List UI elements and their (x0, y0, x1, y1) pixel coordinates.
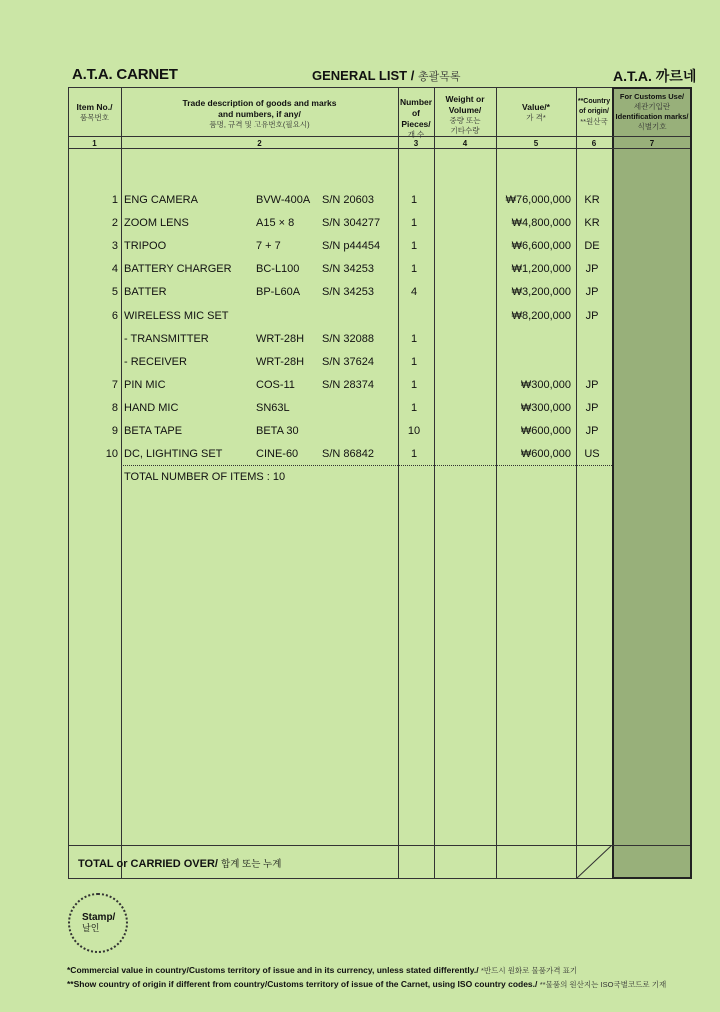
item-desc: ENG CAMERA (124, 194, 198, 206)
item-pieces: 1 (410, 263, 418, 275)
item-no: 2 (111, 217, 118, 229)
total-carried-over-label: TOTAL or CARRIED OVER/ 합계 또는 누계 (78, 858, 282, 870)
item-country: JP (585, 310, 599, 322)
header-weight: Weight or Volume/ 중량 또는 기타수량 (445, 94, 485, 135)
item-no: 1 (111, 194, 118, 206)
item-sn: S/N 20603 (322, 194, 374, 206)
item-country: JP (585, 379, 599, 391)
table-row (68, 240, 618, 260)
item-desc: DC, LIGHTING SET (124, 448, 223, 460)
table-row (68, 425, 618, 445)
item-sn: S/N 34253 (322, 263, 374, 275)
item-value: ₩300,000 (520, 402, 571, 414)
item-pieces: 4 (410, 286, 418, 298)
col-num-2: 2 (257, 139, 262, 148)
item-value: ₩8,200,000 (511, 310, 571, 322)
item-model: 7 + 7 (256, 240, 281, 252)
item-no: 8 (111, 402, 118, 414)
item-desc: ZOOM LENS (124, 217, 189, 229)
table-row (68, 263, 618, 283)
col-num-5: 5 (533, 139, 539, 148)
item-model: BP-L60A (256, 286, 301, 298)
item-model: WRT-28H (256, 333, 305, 345)
item-pieces: 1 (410, 448, 418, 460)
item-no: 9 (111, 425, 118, 437)
item-value: ₩4,800,000 (511, 217, 571, 229)
item-country: DE (584, 240, 600, 252)
item-sn: S/N 304277 (322, 217, 381, 229)
item-value: ₩600,000 (520, 425, 571, 437)
header-description: Trade description of goods and marks and numbers, if any/ 품명, 규격 및 고유번호(필요시) (182, 98, 337, 129)
general-list-title (312, 68, 460, 84)
col-num-7: 7 (649, 139, 655, 148)
col-num-1: 1 (92, 139, 97, 148)
item-pieces: 1 (410, 356, 418, 368)
item-desc: BETA TAPE (124, 425, 183, 437)
carnet-title-kr: A.T.A. 까르네 (613, 68, 697, 84)
item-country: JP (585, 402, 599, 414)
item-no: 7 (111, 379, 118, 391)
table-row (68, 356, 618, 376)
item-country: JP (585, 425, 599, 437)
row-divider (68, 148, 690, 149)
item-pieces: 1 (410, 402, 418, 414)
item-model: CINE-60 (256, 448, 299, 460)
item-model: WRT-28H (256, 356, 305, 368)
item-value: ₩1,200,000 (511, 263, 571, 275)
footnote-origin: **Show country of origin if different from country/Customs territory of issue of the Carnet, using ISO country codes./ **물품의 원산지는 ISO국별코드로 기재 (67, 979, 667, 989)
item-pieces: 1 (410, 194, 418, 206)
table-row (68, 286, 618, 306)
header-item-no: Item No./ 품목번호 (76, 102, 113, 122)
item-value: ₩600,000 (520, 448, 571, 460)
carnet-title: A.T.A. CARNET (72, 66, 178, 83)
table-row (68, 333, 618, 353)
item-desc: WIRELESS MIC SET (124, 310, 229, 322)
item-no: 10 (105, 448, 118, 460)
header-customs: For Customs Use/ 세관기입란 Identification marks/ 식별기호 (615, 92, 689, 131)
item-sn: S/N 86842 (322, 448, 374, 460)
item-model: COS-11 (256, 379, 295, 391)
header-country: **Country of origin/ **원산국 (577, 98, 611, 126)
item-desc: BATTERY CHARGER (124, 263, 232, 275)
item-pieces: 10 (407, 425, 421, 437)
item-desc: PIN MIC (124, 379, 166, 391)
diagonal-strike (576, 845, 612, 879)
item-sn: S/N 28374 (322, 379, 374, 391)
table-row (68, 194, 618, 214)
item-value: ₩3,200,000 (511, 286, 571, 298)
general-list-en: GENERAL LIST / (312, 68, 415, 83)
dotted-separator (121, 465, 612, 466)
item-no: 3 (111, 240, 118, 252)
col-num-6: 6 (591, 139, 597, 148)
item-country: JP (585, 263, 599, 275)
item-value: ₩76,000,000 (505, 194, 571, 206)
item-no: 6 (111, 310, 118, 322)
item-value: ₩6,600,000 (511, 240, 571, 252)
item-model: BETA 30 (256, 425, 299, 437)
item-desc: - TRANSMITTER (124, 333, 209, 345)
header-value: Value/* 가 격* (522, 102, 550, 122)
item-desc: - RECEIVER (124, 356, 187, 368)
item-model: BC-L100 (256, 263, 300, 275)
col-num-4: 4 (462, 139, 468, 148)
item-sn: S/N 37624 (322, 356, 374, 368)
item-pieces: 1 (410, 217, 418, 229)
item-model: A15 × 8 (256, 217, 295, 229)
row-divider (68, 136, 690, 137)
item-model: BVW-400A (256, 194, 311, 206)
stamp-label: Stamp/ 날인 (82, 912, 116, 933)
item-sn: S/N 32088 (322, 333, 374, 345)
item-value: ₩300,000 (520, 379, 571, 391)
table-row (68, 379, 618, 399)
item-pieces: 1 (410, 379, 418, 391)
footnote-value: *Commercial value in country/Customs territory of issue and in its currency, unless stated differently./ *반드시 원화로 물품가격 표기 (67, 965, 578, 975)
item-desc: TRIPOO (124, 240, 167, 252)
item-sn: S/N 34253 (322, 286, 374, 298)
item-no: 4 (111, 263, 118, 275)
total-items-count: TOTAL NUMBER OF ITEMS : 10 (124, 471, 286, 483)
col-num-3: 3 (413, 139, 419, 148)
item-sn: S/N p44454 (322, 240, 381, 252)
item-pieces: 1 (410, 240, 418, 252)
item-desc: BATTER (124, 286, 167, 298)
customs-use-column (612, 87, 692, 879)
table-row (68, 402, 618, 422)
item-model: SN63L (256, 402, 290, 414)
item-pieces: 1 (410, 333, 418, 345)
general-list-kr: 총괄목록 (417, 71, 461, 83)
item-country: US (584, 448, 600, 460)
item-country: JP (585, 286, 599, 298)
item-country: KR (584, 217, 600, 229)
header-pieces: Number of Pieces/ 개 수 (399, 97, 433, 139)
item-desc: HAND MIC (124, 402, 179, 414)
table-row (68, 217, 618, 237)
item-country: KR (584, 194, 600, 206)
table-row (68, 310, 618, 330)
item-no: 5 (111, 286, 118, 298)
